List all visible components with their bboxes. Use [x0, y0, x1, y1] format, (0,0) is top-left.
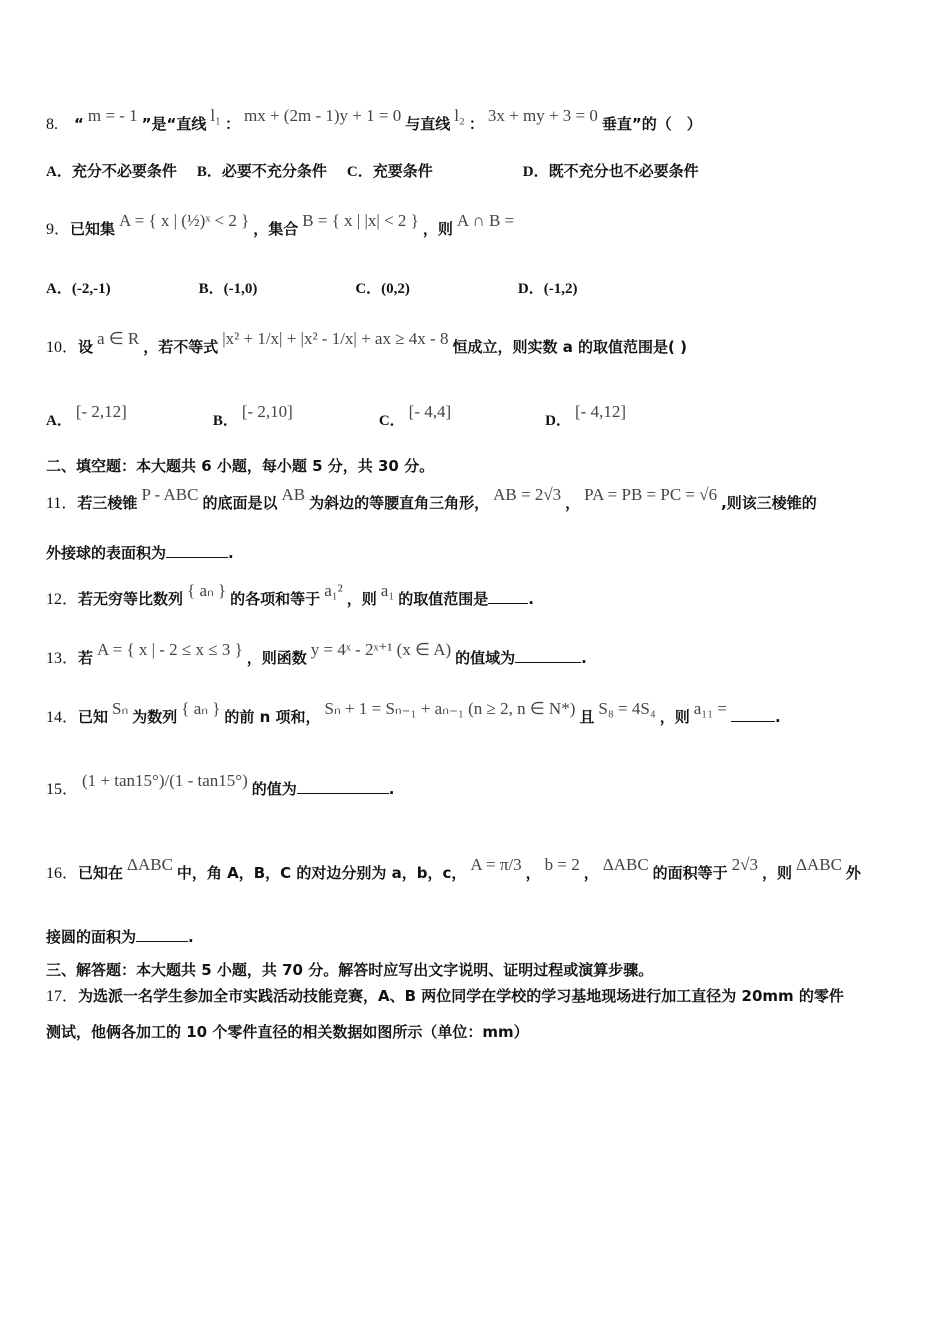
- q16-cont: [46, 927, 194, 947]
- text: ”是“直线: [141, 115, 207, 133]
- math-expression: A = { x | (½)ˣ < 2 }: [119, 211, 250, 230]
- q13: [46, 640, 587, 669]
- math-expression: B = { x | |x| < 2 }: [302, 211, 419, 230]
- math-expression: Sₙ + 1 = Sₙ₋₁ + aₙ₋₁ (n ≥ 2, n ∈ N*): [324, 699, 576, 718]
- question-number: 13．: [46, 650, 79, 667]
- answer-blank: [297, 779, 389, 794]
- math-expression: AB = 2√3: [493, 485, 562, 504]
- option-label: A．: [46, 164, 72, 180]
- question-number: 11．: [46, 495, 78, 512]
- text: ，: [525, 864, 541, 882]
- text: 的前 n 项和，: [224, 708, 321, 726]
- math-expression: ΔABC: [602, 855, 649, 874]
- text: ，则: [659, 708, 690, 726]
- math-expression: A ∩ B =: [456, 211, 515, 230]
- math-expression: y = 4ˣ - 2ˣ⁺¹ (x ∈ A): [310, 640, 452, 659]
- text: ，若不等式: [143, 338, 219, 356]
- section-2-heading: [46, 456, 434, 476]
- text: 为选派一名学生参加全市实践活动技能竞赛，A、B 两位同学在学校的学习基地现场进行加工直径为 20mm 的零件: [78, 987, 844, 1005]
- text: ，则: [346, 590, 377, 608]
- question-number: 16．: [46, 865, 79, 882]
- option-label: D．(-1,2): [517, 281, 578, 297]
- text: .: [528, 590, 534, 608]
- q11-cont: [46, 543, 234, 563]
- math-expression: P - ABC: [141, 485, 199, 504]
- math-expression: |x² + 1/x| + |x² - 1/x| + ax ≥ 4x - 8: [222, 329, 449, 348]
- math-expression: [- 4,4]: [408, 402, 452, 421]
- q10-options: [46, 402, 630, 431]
- text: .: [775, 708, 781, 726]
- option-label: C．(0,2): [355, 281, 410, 297]
- text: ,则该三棱锥的: [721, 494, 817, 512]
- question-number: 8.: [46, 116, 75, 133]
- q8-options: [46, 161, 699, 182]
- math-expression: b = 2: [544, 855, 580, 874]
- text: 垂直”的（ ）: [601, 115, 702, 133]
- q10: [46, 329, 687, 358]
- math-expression: 2√3: [731, 855, 759, 874]
- text: 外: [845, 864, 861, 882]
- math-expression: PA = PB = PC = √6: [584, 485, 718, 504]
- option-label: C．: [378, 413, 405, 429]
- text: .: [228, 544, 234, 562]
- math-expression: l₁: [210, 106, 221, 125]
- q11: [46, 485, 817, 514]
- text: 接圆的面积为: [46, 928, 137, 946]
- text: ，: [565, 494, 581, 512]
- text: 必要不充分条件: [221, 162, 327, 180]
- option-label: B．: [212, 413, 238, 429]
- math-expression: S₈ = 4S₄: [598, 699, 656, 718]
- text: 若: [78, 649, 94, 667]
- text: ：: [224, 115, 240, 133]
- text: 已知集: [70, 220, 116, 238]
- answer-blank: [731, 707, 775, 722]
- q15: [46, 771, 395, 800]
- q16: [46, 855, 861, 884]
- text: 的各项和等于: [230, 590, 321, 608]
- math-expression: [- 2,12]: [75, 402, 127, 421]
- text: 若三棱锥: [77, 494, 138, 512]
- text: 且: [579, 708, 595, 726]
- text: 的取值范围是: [398, 590, 489, 608]
- text: .: [188, 928, 194, 946]
- text: 已知在: [78, 864, 124, 882]
- math-expression: a₁₁ =: [693, 699, 728, 718]
- text: 已知: [78, 708, 109, 726]
- option-label: D．: [522, 164, 549, 180]
- math-expression: A = { x | - 2 ≤ x ≤ 3 }: [97, 640, 243, 659]
- text: 的值为: [251, 780, 297, 798]
- math-expression: { aₙ }: [187, 581, 227, 600]
- text: 恒成立，则实数 a 的取值范围是( ): [452, 338, 687, 356]
- text: 充分不必要条件: [71, 162, 177, 180]
- answer-blank: [515, 648, 581, 663]
- text: .: [581, 649, 587, 667]
- text: ，则: [422, 220, 453, 238]
- option-label: C．: [346, 164, 373, 180]
- text: 的值域为: [455, 649, 516, 667]
- text: 测试，他俩各加工的 10 个零件直径的相关数据如图所示（单位：mm）: [46, 1023, 529, 1041]
- text: 既不充分也不必要条件: [548, 162, 699, 180]
- question-number: 9．: [46, 221, 71, 238]
- text: 与直线: [405, 115, 451, 133]
- math-expression: AB: [281, 485, 306, 504]
- option-label: B．(-1,0): [198, 281, 258, 297]
- text: 的底面是以: [202, 494, 278, 512]
- text: 二、填空题：本大题共 6 小题，每小题 5 分，共 30 分。: [46, 457, 435, 475]
- text: 外接球的表面积为: [46, 544, 167, 562]
- math-expression: m = - 1: [87, 106, 138, 125]
- question-number: 17．: [46, 988, 79, 1005]
- section-3-heading: [46, 960, 653, 980]
- answer-blank: [166, 543, 228, 558]
- math-expression: [- 2,10]: [241, 402, 293, 421]
- math-expression: l₂: [454, 106, 465, 125]
- text: ，则: [762, 864, 793, 882]
- text: ，则函数: [246, 649, 307, 667]
- q8: [46, 106, 702, 135]
- q9: [46, 211, 518, 240]
- text: 设: [78, 338, 94, 356]
- math-expression: a₁²: [324, 581, 343, 600]
- text: .: [388, 780, 395, 798]
- math-expression: 3x + my + 3 = 0: [487, 106, 598, 125]
- math-expression: A = π/3: [470, 855, 522, 874]
- math-expression: Sₙ: [112, 699, 129, 718]
- text: ，集合: [253, 220, 299, 238]
- text: 为数列: [132, 708, 178, 726]
- q12: [46, 581, 534, 610]
- option-label: D．: [545, 413, 571, 429]
- option-label: B．: [196, 164, 222, 180]
- text: ，: [583, 864, 599, 882]
- math-expression: ΔABC: [127, 855, 173, 874]
- option-label: A．(-2,-1): [46, 281, 111, 297]
- math-expression: ΔABC: [796, 855, 842, 874]
- text: 的面积等于: [652, 864, 728, 882]
- math-expression: [- 4,12]: [575, 402, 626, 421]
- text: 三、解答题：本大题共 5 小题，共 70 分。解答时应写出文字说明、证明过程或演算步骤。: [46, 961, 654, 979]
- math-expression: a ∈ R: [97, 329, 140, 348]
- answer-blank: [136, 927, 188, 942]
- text: ：: [468, 115, 484, 133]
- q17-cont: [46, 1022, 529, 1042]
- text: 充要条件: [372, 162, 433, 180]
- math-expression: (1 + tan15°)/(1 - tan15°): [82, 771, 248, 790]
- question-number: 12．: [46, 591, 79, 608]
- question-number: 15．: [46, 781, 79, 798]
- option-label: A．: [46, 413, 72, 429]
- math-expression: mx + (2m - 1)y + 1 = 0: [244, 106, 402, 125]
- answer-blank: [488, 589, 528, 604]
- text: “: [74, 115, 84, 133]
- q17: [46, 986, 844, 1007]
- text: 为斜边的等腰直角三角形，: [309, 494, 490, 512]
- math-expression: a₁: [380, 581, 395, 600]
- question-number: 10．: [46, 339, 79, 356]
- q14: [46, 699, 781, 728]
- text: 若无穷等比数列: [78, 590, 184, 608]
- text: 中，角 A，B，C 的对边分别为 a，b，c，: [176, 864, 467, 882]
- q9-options: [46, 278, 577, 299]
- math-expression: { aₙ }: [181, 699, 221, 718]
- question-number: 14．: [46, 709, 79, 726]
